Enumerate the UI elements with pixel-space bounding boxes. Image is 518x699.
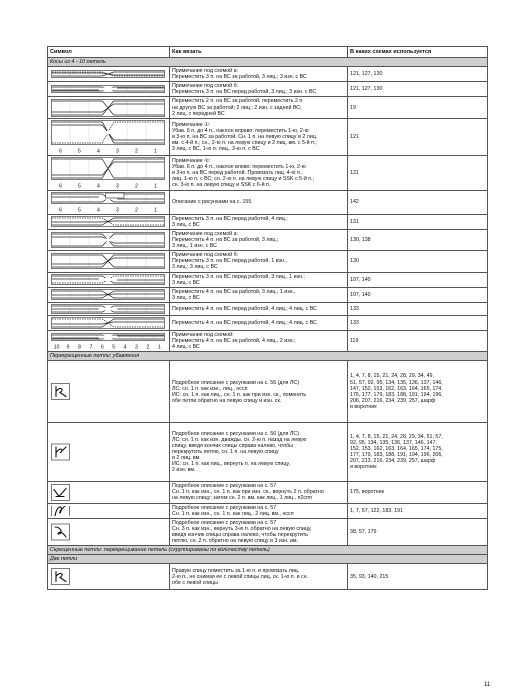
scheme-list: 121 (348, 155, 488, 190)
table-row (48, 361, 488, 423)
svg-text:1: 1 (154, 183, 157, 189)
svg-text:3: 3 (116, 183, 119, 189)
scheme-list: 107, 140 (348, 272, 488, 287)
scheme-list: 119 (348, 330, 488, 351)
table-row (48, 214, 488, 229)
stitch-key-page (47, 46, 487, 590)
svg-text:5: 5 (78, 183, 81, 189)
table-row (48, 482, 488, 503)
section-title: Перекрещенные петли: убавления (48, 352, 488, 361)
table-row (48, 564, 488, 590)
svg-text:3: 3 (135, 344, 138, 350)
stitch-symbol-icon (48, 315, 170, 330)
scheme-list: 38, 57, 179 (348, 518, 488, 545)
stitch-description: Переместить 3 п. на ВС перед работой, 4 лиц.; 3 лиц. с ВС (170, 214, 348, 229)
stitch-description: Подробное описание с рисунками на с. 57 Сн. 1 п. как изн., сн. 1 п. как лиц., 2 лиц. вм., нссп (170, 503, 348, 518)
scheme-list: 131 (348, 214, 488, 229)
stitch-description: Примечание под схемой: Переместить 4 п. на ВС за работой, 4 лиц., 2 изн.; 4 лиц. с ВС (170, 330, 348, 351)
svg-text:4: 4 (97, 148, 100, 154)
table-row (48, 97, 488, 118)
table-row (48, 315, 488, 330)
scheme-list: 1, 7, 57, 122, 183, 191 (348, 503, 488, 518)
section-header (48, 58, 488, 67)
svg-text:2: 2 (135, 207, 138, 213)
stitch-symbol-icon (48, 251, 170, 272)
svg-text:2: 2 (135, 148, 138, 154)
cable-chart-icon (51, 317, 165, 329)
svg-text:2: 2 (146, 344, 150, 350)
table-row (48, 518, 488, 545)
svg-text:4: 4 (123, 344, 127, 350)
svg-text:6: 6 (59, 183, 62, 189)
scheme-list: 1, 4, 7, 8, 15, 21, 24, 28, 29, 34, 51, 57, 92, 95, 134, 135, 136, 137, 146, 147, 152, 153, 162, 163, 164, 165, 174, 175, 177, 179, 183, 188, 191, 194, 196, 206, 207, 213, 216, 234, 239, 257, шарф и воротник (348, 423, 488, 482)
table-row (48, 67, 488, 82)
twisted-stitch-icon (51, 362, 165, 421)
stitch-symbol-icon (48, 214, 170, 229)
scheme-list: 133 (348, 315, 488, 330)
table-row (48, 190, 488, 214)
table-row (48, 251, 488, 272)
cable-chart-icon (51, 120, 165, 154)
stitch-symbol-icon (48, 361, 170, 423)
svg-text:9: 9 (66, 344, 70, 350)
stitch-symbol-icon (48, 190, 170, 214)
stitch-symbol-icon (48, 302, 170, 315)
scheme-list: 1, 4, 7, 8, 15, 21, 24, 28, 29, 34, 49, 51, 57, 92, 95, 134, 135, 136, 137, 146, 147, 152, 153, 162, 163, 164, 165, 174, 175, 177, 179, 183, 188, 191, 194, 196, 206, 207, 216, 234, 239, 257, шарф и воротник (348, 361, 488, 423)
table-row (48, 272, 488, 287)
stitch-description: Примечание ①: Убав. 6 п. до 4 п., наклон вправо: переместить 1-ю, 2-ю и 3-ю п. на ВС за работой. Сн. 1 п. на левую спицу и 2 лиц. вм. с 4-й п.; сн., 2-ю п. на левую спицу и 2 лиц. вм. с 5-й п.; 3 лиц. с ВС, 1-ю п. лиц., 3-ю п. с ВС (170, 118, 348, 155)
stitch-symbol-icon (48, 330, 170, 351)
stitch-symbol-icon (48, 518, 170, 545)
stitch-description: Подробное описание с рисунками на с. 57 Сн. 3 п. как изн., вернуть 3-ю п. обратно на левую спицу, введя кончик спицы справа налево, чтобы перекрутить петлю, сн. 2 п. обратно на левую спицу и 3 изн. вм. (170, 518, 348, 545)
table-row (48, 118, 488, 155)
table-row (48, 155, 488, 190)
stitch-symbol-icon (48, 287, 170, 302)
stitch-description: Подробное описание с рисунками на с. 57 Сн. 1 п. как изн., сн. 1 п. как при изн. ск., вернуть 2 п. обратно на левую спицу; затем сн. 2 п. вм. как лиц., 1 лиц., п2спп (170, 482, 348, 503)
scheme-list: 121, 127, 130 (348, 67, 488, 82)
stitch-symbol-icon (48, 423, 170, 482)
stitch-symbol-icon (48, 67, 170, 82)
header-row (48, 47, 488, 58)
cable-chart-icon (51, 192, 165, 213)
svg-text:6: 6 (100, 344, 104, 350)
svg-text:4: 4 (97, 207, 100, 213)
cable-chart-icon (51, 333, 165, 350)
table-row (48, 229, 488, 250)
stitch-symbol-icon (48, 82, 170, 97)
svg-text:3: 3 (116, 148, 119, 154)
cable-chart-icon (51, 216, 165, 227)
section-header (48, 352, 488, 361)
cable-chart-icon (51, 157, 165, 189)
scheme-list: 121 (348, 118, 488, 155)
scheme-list: 175, воротник (348, 482, 488, 503)
stitch-key-table (47, 46, 488, 590)
table-row (48, 302, 488, 315)
stitch-description: Примечание под схемой б: Переместить 3 п. на ВС перед работой, 3 лиц.; 3 изн. с ВС (170, 82, 348, 97)
stitch-symbol-icon (48, 272, 170, 287)
table-row (48, 287, 488, 302)
stitch-description: Примечание под схемой а: Переместить 3 п. на ВС за работой, 3 лиц.; 3 изн. с ВС (170, 67, 348, 82)
twisted-stitch-icon (51, 484, 165, 501)
twisted-stitch-icon (51, 565, 165, 588)
table-row (48, 82, 488, 97)
section-header (48, 555, 488, 564)
stitch-description: Переместить 4 п. на ВС за работой, 3 лиц.; 1 изн., 3 лиц. с ВС (170, 287, 348, 302)
stitch-description: Примечание ②: Убав. 6 п. до 4 п., наклон влево: переместить 1-ю, 2-ю и 3-ю п. на ВС перед работой. Провязать лиц. 4-ю п., лиц. 1-ю п. с ВС; сн. 2-ю п. на левую спицу и SSK с 5-й п.; сн. 3-ю п. на левую спицу и SSK с 6-й п. (170, 155, 348, 190)
svg-text:6: 6 (59, 148, 62, 154)
cable-chart-icon (51, 70, 165, 78)
twisted-stitch-icon (51, 506, 165, 516)
stitch-symbol-icon (48, 482, 170, 503)
scheme-list: 130, 138 (348, 229, 488, 250)
scheme-list: 35, 93, 140, 215 (348, 564, 488, 590)
stitch-description: Переместить 4 п. на ВС перед работой, 4 лиц.; 4 лиц. с ВС (170, 302, 348, 315)
svg-text:6: 6 (59, 207, 62, 213)
stitch-description: Примечание под схемой а: Переместить 4 п. на ВС за работой, 3 лиц.; 3 лиц., 1 изн. с ВС (170, 229, 348, 250)
stitch-symbol-icon (48, 564, 170, 590)
stitch-symbol-icon (48, 155, 170, 190)
svg-text:4: 4 (97, 183, 100, 189)
table-row (48, 330, 488, 351)
twisted-stitch-icon (51, 521, 165, 543)
scheme-list: 142 (348, 190, 488, 214)
cable-chart-icon (51, 99, 165, 117)
cable-chart-icon (51, 274, 165, 285)
cable-chart-icon (51, 85, 165, 93)
cable-chart-icon (51, 289, 165, 300)
svg-text:3: 3 (116, 207, 119, 213)
scheme-list: 121, 127, 130 (348, 82, 488, 97)
stitch-symbol-icon (48, 229, 170, 250)
stitch-symbol-icon (48, 97, 170, 118)
cable-chart-icon (51, 304, 165, 314)
stitch-description: Переместить 4 п. на ВС перед работой, 4 лиц.; 4 лиц. с ВС (170, 315, 348, 330)
svg-text:10: 10 (53, 344, 60, 350)
scheme-list: 130 (348, 251, 488, 272)
svg-text:5: 5 (112, 344, 116, 350)
section-header (48, 546, 488, 555)
twisted-stitch-icon (51, 424, 165, 480)
scheme-list: 133 (348, 302, 488, 315)
svg-text:7: 7 (89, 344, 93, 350)
stitch-description: Примечание под схемой б: Переместить 3 п. на ВС перед работой, 1 изн., 3 лиц.; 3 лиц. с ВС (170, 251, 348, 272)
svg-text:1: 1 (154, 207, 157, 213)
svg-text:5: 5 (78, 148, 81, 154)
table-row (48, 503, 488, 518)
section-title: Две петли (48, 555, 488, 564)
header-schemes: В каких схемах используется (348, 47, 488, 58)
scheme-list: 19 (348, 97, 488, 118)
section-title: Косы из 4 - 10 петель (48, 58, 488, 67)
cable-chart-icon (51, 253, 165, 269)
stitch-description: Описание с рисунками на с. 155 (170, 190, 348, 214)
stitch-description: Подробное описание с рисунками на с. 56 (для ЛС) ЛС: сн. 1 п. как изн., лиц., нссп ИС: сн. 1 п. как лиц., сн. 1 п. как при изн. ск., поменять обе петли обратно на левую спицу и изн. ск. (170, 361, 348, 423)
stitch-description: Правую спицу поместить за 1-ю п. и провязать лиц. 2-ю п., не снимая ее с левой спицы лиц. ск. 1-ю п. и сн. обе с левой спицы (170, 564, 348, 590)
page-number: 11 (484, 682, 491, 688)
svg-text:2: 2 (135, 183, 138, 189)
table-row (48, 423, 488, 482)
stitch-description: Подробное описание с рисунками на с. 56 (для ЛС) ЛС: сн. 1 п. как изн. дважды, сн. 2-ю п. назад на левую спицу, введя кончик спицы справа налево, чтобы перекрутить петлю, сн. 1 п. на левую спицу и 2 лиц. вм. ИС: сн. 1 п. как лиц., вернуть п. на левую спицу, 2 изн. вм. (170, 423, 348, 482)
svg-text:8: 8 (78, 344, 81, 350)
header-how: Как вязать (170, 47, 348, 58)
stitch-symbol-icon (48, 503, 170, 518)
stitch-description: Переместить 3 п. на ВС перед работой, 3 лиц., 1 изн.; 3 лиц. с ВС (170, 272, 348, 287)
scheme-list: 107, 140 (348, 287, 488, 302)
section-title: Скрещенные петли: перекрещивание петель (сгруппированы по количеству петель) (48, 546, 488, 555)
stitch-description: Переместить 2 п. на ВС за работой; переместить 2 п. на другую ВС за работой; 2 лиц.; 2 изн. с задней ВС; 2 лиц. с передней ВС (170, 97, 348, 118)
header-symbol: Символ (48, 47, 170, 58)
svg-text:5: 5 (78, 207, 81, 213)
cable-chart-icon (51, 232, 165, 248)
svg-text:1: 1 (154, 148, 157, 154)
svg-text:1: 1 (157, 344, 161, 350)
stitch-symbol-icon (48, 118, 170, 155)
